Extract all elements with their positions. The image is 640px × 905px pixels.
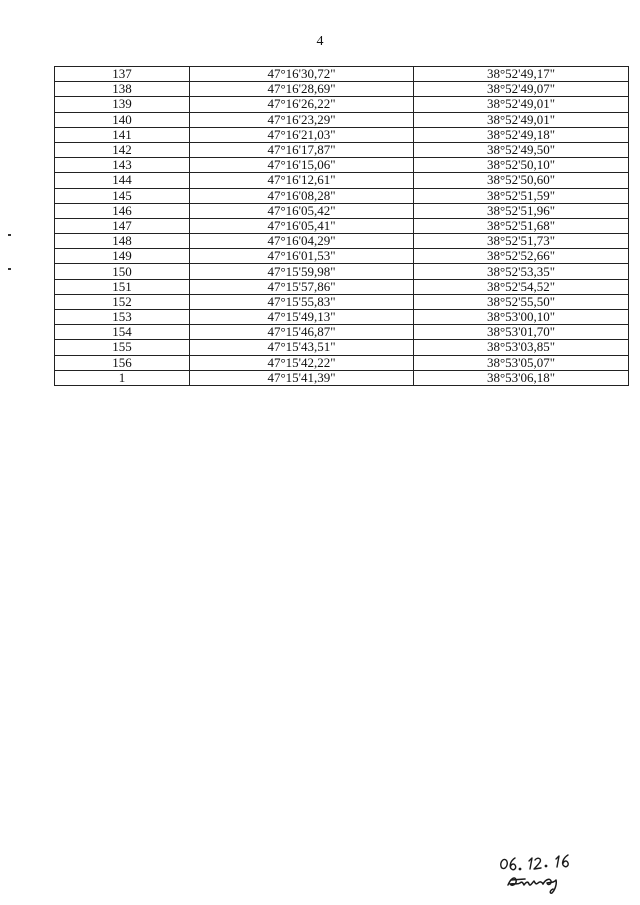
longitude-cell: 38°52'49,50"	[414, 142, 629, 157]
point-number: 139	[55, 97, 190, 112]
latitude-cell: 47°15'43,51"	[190, 340, 414, 355]
table-row	[55, 234, 629, 249]
handwritten-signature	[498, 852, 588, 894]
latitude-cell: 47°16'26,22"	[190, 97, 414, 112]
latitude-cell: 47°16'01,53"	[190, 249, 414, 264]
latitude-cell: 47°16'04,29"	[190, 234, 414, 249]
latitude-cell: 47°15'55,83"	[190, 294, 414, 309]
table-row	[55, 127, 629, 142]
point-number: 145	[55, 188, 190, 203]
point-number: 156	[55, 355, 190, 370]
point-number: 155	[55, 340, 190, 355]
table-row	[55, 158, 629, 173]
longitude-cell: 38°53'05,07"	[414, 355, 629, 370]
coordinates-table	[54, 66, 629, 386]
table-row	[55, 82, 629, 97]
longitude-cell: 38°52'49,01"	[414, 97, 629, 112]
table-row	[55, 67, 629, 82]
latitude-cell: 47°16'30,72"	[190, 67, 414, 82]
point-number: 141	[55, 127, 190, 142]
point-number: 144	[55, 173, 190, 188]
longitude-cell: 38°53'01,70"	[414, 325, 629, 340]
longitude-cell: 38°52'49,18"	[414, 127, 629, 142]
point-number: 150	[55, 264, 190, 279]
point-number: 138	[55, 82, 190, 97]
table-row	[55, 325, 629, 340]
table-row	[55, 203, 629, 218]
table-row	[55, 279, 629, 294]
latitude-cell: 47°16'15,06"	[190, 158, 414, 173]
latitude-cell: 47°15'42,22"	[190, 355, 414, 370]
longitude-cell: 38°53'03,85"	[414, 340, 629, 355]
longitude-cell: 38°52'52,66"	[414, 249, 629, 264]
latitude-cell: 47°16'12,61"	[190, 173, 414, 188]
point-number: 143	[55, 158, 190, 173]
latitude-cell: 47°15'49,13"	[190, 310, 414, 325]
point-number: 149	[55, 249, 190, 264]
latitude-cell: 47°16'28,69"	[190, 82, 414, 97]
table-row	[55, 112, 629, 127]
longitude-cell: 38°52'54,52"	[414, 279, 629, 294]
longitude-cell: 38°52'49,01"	[414, 112, 629, 127]
table-row	[55, 310, 629, 325]
point-number: 140	[55, 112, 190, 127]
latitude-cell: 47°16'05,41"	[190, 218, 414, 233]
latitude-cell: 47°16'05,42"	[190, 203, 414, 218]
latitude-cell: 47°15'41,39"	[190, 370, 414, 385]
scan-mark	[8, 268, 11, 270]
point-number: 137	[55, 67, 190, 82]
table-row	[55, 249, 629, 264]
longitude-cell: 38°52'49,07"	[414, 82, 629, 97]
longitude-cell: 38°52'50,10"	[414, 158, 629, 173]
longitude-cell: 38°53'00,10"	[414, 310, 629, 325]
longitude-cell: 38°52'51,73"	[414, 234, 629, 249]
longitude-cell: 38°53'06,18"	[414, 370, 629, 385]
longitude-cell: 38°52'55,50"	[414, 294, 629, 309]
page-number: 4	[316, 34, 324, 49]
point-number: 153	[55, 310, 190, 325]
table-row	[55, 370, 629, 385]
latitude-cell: 47°16'23,29"	[190, 112, 414, 127]
point-number: 146	[55, 203, 190, 218]
table-row	[55, 340, 629, 355]
latitude-cell: 47°15'57,86"	[190, 279, 414, 294]
point-number: 1	[55, 370, 190, 385]
point-number: 142	[55, 142, 190, 157]
latitude-cell: 47°16'08,28"	[190, 188, 414, 203]
longitude-cell: 38°52'49,17"	[414, 67, 629, 82]
longitude-cell: 38°52'51,59"	[414, 188, 629, 203]
table-row	[55, 173, 629, 188]
table-row	[55, 264, 629, 279]
longitude-cell: 38°52'50,60"	[414, 173, 629, 188]
table-row	[55, 97, 629, 112]
latitude-cell: 47°15'59,98"	[190, 264, 414, 279]
point-number: 148	[55, 234, 190, 249]
latitude-cell: 47°16'21,03"	[190, 127, 414, 142]
point-number: 147	[55, 218, 190, 233]
latitude-cell: 47°16'17,87"	[190, 142, 414, 157]
table-row	[55, 355, 629, 370]
longitude-cell: 38°52'51,68"	[414, 218, 629, 233]
point-number: 151	[55, 279, 190, 294]
table-row	[55, 218, 629, 233]
point-number: 152	[55, 294, 190, 309]
scan-mark	[8, 234, 11, 236]
point-number: 154	[55, 325, 190, 340]
table-row	[55, 142, 629, 157]
table-row	[55, 294, 629, 309]
longitude-cell: 38°52'53,35"	[414, 264, 629, 279]
table-row	[55, 188, 629, 203]
longitude-cell: 38°52'51,96"	[414, 203, 629, 218]
latitude-cell: 47°15'46,87"	[190, 325, 414, 340]
